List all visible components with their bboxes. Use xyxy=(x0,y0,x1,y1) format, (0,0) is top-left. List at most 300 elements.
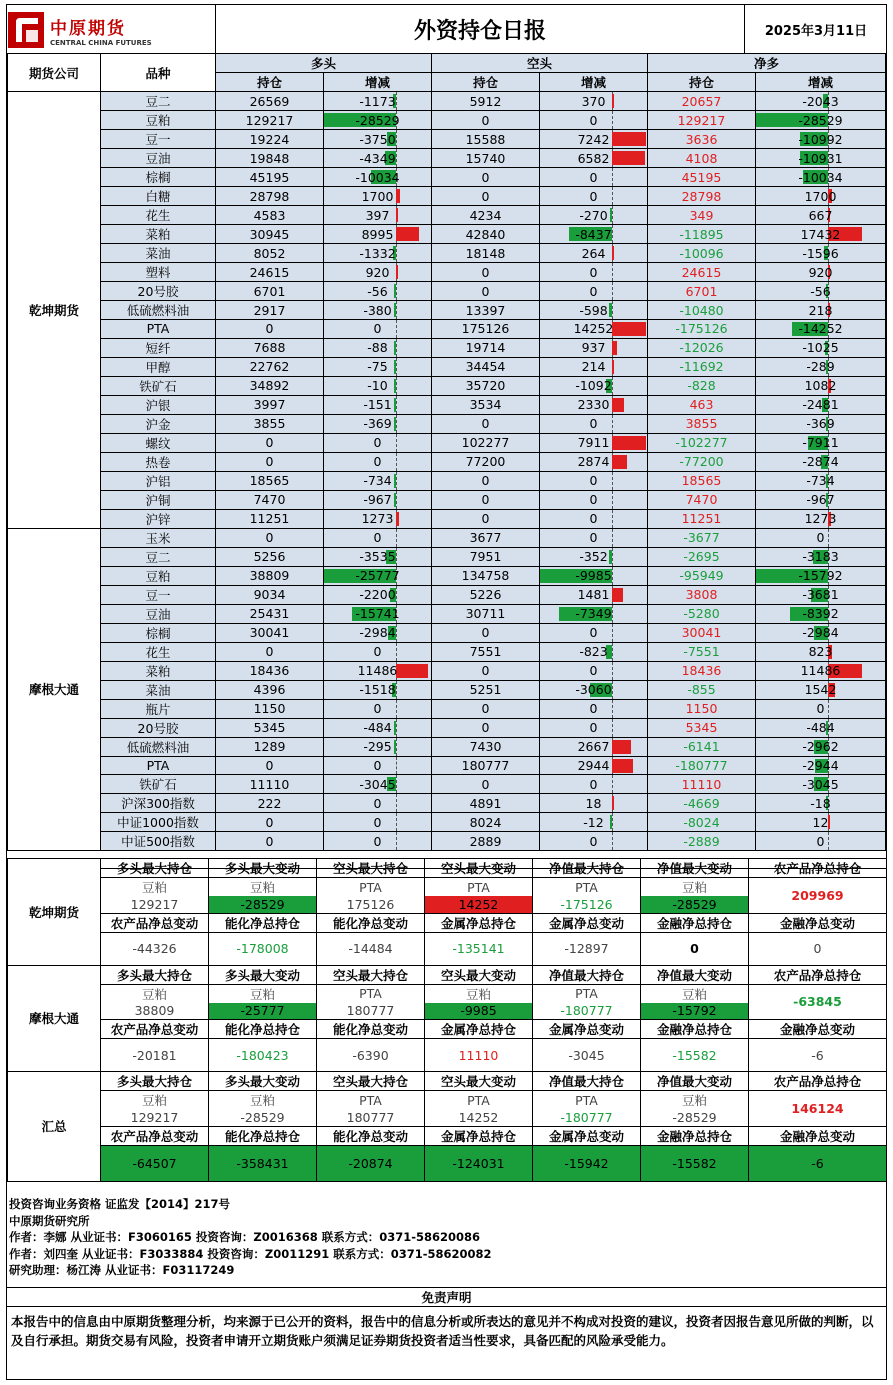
net-hold: -180777 xyxy=(648,756,756,775)
change-value: -4349 xyxy=(359,150,396,166)
change-value: 0 xyxy=(816,530,825,546)
change-value: -3535 xyxy=(359,549,396,565)
change-value: -8392 xyxy=(802,606,839,622)
change-value: 1273 xyxy=(361,511,394,527)
net-hold: -6141 xyxy=(648,737,756,756)
summary-total-value: -3045 xyxy=(533,1039,641,1072)
change-axis xyxy=(612,605,613,623)
short-change xyxy=(540,794,648,813)
change-axis xyxy=(612,813,613,831)
long-hold: 4396 xyxy=(216,680,324,699)
net-change xyxy=(756,661,886,680)
change-axis xyxy=(396,794,397,812)
long-change xyxy=(324,642,432,661)
short-change xyxy=(540,206,648,225)
change-value: -1092 xyxy=(575,378,612,394)
change-axis xyxy=(612,415,613,433)
change-bar xyxy=(612,436,646,450)
long-hold: 28798 xyxy=(216,187,324,206)
net-hold: -828 xyxy=(648,376,756,395)
summary-header: 空头最大变动 xyxy=(425,965,533,984)
short-hold: 0 xyxy=(432,187,540,206)
change-value: 0 xyxy=(373,644,382,660)
change-axis xyxy=(828,700,829,718)
summary-header: 金属净总持仓 xyxy=(425,913,533,932)
net-hold: 4108 xyxy=(648,149,756,168)
change-value: 18 xyxy=(585,795,602,811)
table-row xyxy=(8,244,886,263)
variety-name: PTA xyxy=(101,320,216,339)
short-hold: 7430 xyxy=(432,737,540,756)
summary-value: -28529 xyxy=(209,896,317,913)
short-hold: 30711 xyxy=(432,604,540,623)
header-net-change: 增减 xyxy=(756,73,886,92)
net-change xyxy=(756,168,886,187)
header-long-change: 增减 xyxy=(324,73,432,92)
net-change xyxy=(756,794,886,813)
summary-value: -28529 xyxy=(641,1109,749,1126)
change-value: -2481 xyxy=(802,397,839,413)
summary-header: 能化净总持仓 xyxy=(209,1126,317,1145)
long-hold: 34892 xyxy=(216,376,324,395)
net-hold: 6701 xyxy=(648,282,756,301)
change-bar xyxy=(612,246,614,260)
long-hold: 129217 xyxy=(216,111,324,130)
summary-header: 空头最大持仓 xyxy=(317,965,425,984)
net-change xyxy=(756,775,886,794)
change-value: -1025 xyxy=(802,340,839,356)
net-change xyxy=(756,832,886,851)
short-hold: 15588 xyxy=(432,130,540,149)
change-value: -3060 xyxy=(575,682,612,698)
long-change xyxy=(324,775,432,794)
summary-value: 129217 xyxy=(101,1109,209,1126)
variety-name: 20号胶 xyxy=(101,282,216,301)
net-change xyxy=(756,642,886,661)
change-value: 0 xyxy=(373,530,382,546)
net-hold: 24615 xyxy=(648,263,756,282)
short-hold: 3534 xyxy=(432,395,540,414)
net-change xyxy=(756,244,886,263)
report-title: 外资持仓日报 xyxy=(215,5,745,53)
summary-header: 农产品净总持仓 xyxy=(749,965,887,984)
change-axis xyxy=(396,681,397,699)
change-value: 11486 xyxy=(800,663,841,679)
net-hold: 1150 xyxy=(648,699,756,718)
change-value: -967 xyxy=(363,492,392,508)
change-value: 0 xyxy=(589,416,598,432)
short-change xyxy=(540,623,648,642)
header-long-hold: 持仓 xyxy=(216,73,324,92)
change-axis xyxy=(396,813,397,831)
header-short-hold: 持仓 xyxy=(432,73,540,92)
change-bar xyxy=(612,341,617,355)
net-change xyxy=(756,282,886,301)
change-bar xyxy=(612,455,627,469)
net-change xyxy=(756,756,886,775)
change-value: -734 xyxy=(806,473,835,489)
net-hold: 349 xyxy=(648,206,756,225)
table-row xyxy=(8,585,886,604)
short-change xyxy=(540,225,648,244)
summary-total-value: 0 xyxy=(749,932,887,965)
change-value: 0 xyxy=(373,701,382,717)
short-change xyxy=(540,301,648,320)
net-hold: 11110 xyxy=(648,775,756,794)
variety-name: PTA xyxy=(101,756,216,775)
short-hold: 4234 xyxy=(432,206,540,225)
short-hold: 19714 xyxy=(432,338,540,357)
change-value: 0 xyxy=(589,625,598,641)
change-value: 0 xyxy=(373,757,382,773)
long-hold: 30041 xyxy=(216,623,324,642)
summary-variety: 豆粕 xyxy=(101,878,209,897)
change-bar xyxy=(396,189,400,203)
short-change xyxy=(540,130,648,149)
long-change xyxy=(324,149,432,168)
table-row xyxy=(8,604,886,623)
change-value: 12 xyxy=(812,814,829,830)
change-axis xyxy=(396,339,397,357)
change-value: 17432 xyxy=(800,226,841,242)
change-value: 0 xyxy=(373,833,382,849)
long-hold: 0 xyxy=(216,433,324,452)
change-value: 1481 xyxy=(577,587,610,603)
change-axis xyxy=(396,472,397,490)
summary-header: 农产品净总变动 xyxy=(101,913,209,932)
net-change xyxy=(756,547,886,566)
change-value: 0 xyxy=(589,701,598,717)
variety-name: 豆二 xyxy=(101,92,216,111)
variety-name: 沪铜 xyxy=(101,490,216,509)
change-value: -2984 xyxy=(359,625,396,641)
variety-name: 花生 xyxy=(101,642,216,661)
long-change xyxy=(324,206,432,225)
net-change xyxy=(756,604,886,623)
summary-value: -28529 xyxy=(641,896,749,913)
net-hold: 18565 xyxy=(648,471,756,490)
summary-variety: PTA xyxy=(425,878,533,897)
summary-total-value: -12897 xyxy=(533,932,641,965)
short-change xyxy=(540,471,648,490)
long-hold: 0 xyxy=(216,320,324,339)
long-hold: 5345 xyxy=(216,718,324,737)
variety-name: 菜油 xyxy=(101,244,216,263)
variety-name: 热卷 xyxy=(101,452,216,471)
summary-value: -25777 xyxy=(209,1003,317,1020)
change-axis xyxy=(396,415,397,433)
change-axis xyxy=(396,548,397,566)
long-hold: 6701 xyxy=(216,282,324,301)
change-value: -10034 xyxy=(798,169,843,185)
change-value: -1173 xyxy=(359,93,396,109)
header-net: 净多 xyxy=(648,54,886,73)
summary-header: 金属净总变动 xyxy=(533,913,641,932)
change-axis xyxy=(612,187,613,205)
net-hold: -10480 xyxy=(648,301,756,320)
long-change xyxy=(324,168,432,187)
change-value: 214 xyxy=(581,359,606,375)
long-hold: 25431 xyxy=(216,604,324,623)
summary-variety: 豆粕 xyxy=(641,878,749,897)
change-value: 0 xyxy=(589,833,598,849)
short-hold: 0 xyxy=(432,623,540,642)
change-value: -823 xyxy=(579,644,608,660)
short-change xyxy=(540,338,648,357)
change-value: -2944 xyxy=(802,757,839,773)
summary-total-value: -124031 xyxy=(425,1145,533,1181)
net-change xyxy=(756,338,886,357)
change-axis xyxy=(612,206,613,224)
summary-variety: 豆粕 xyxy=(101,984,209,1003)
summary-total-value: -135141 xyxy=(425,932,533,965)
variety-name: 沪锌 xyxy=(101,509,216,528)
change-axis xyxy=(612,225,613,243)
long-hold: 0 xyxy=(216,813,324,832)
short-change xyxy=(540,547,648,566)
variety-name: 瓶片 xyxy=(101,699,216,718)
variety-name: 沪银 xyxy=(101,395,216,414)
summary-value: 180777 xyxy=(317,1003,425,1020)
variety-name: 沪铝 xyxy=(101,471,216,490)
summary-header: 金融净总变动 xyxy=(749,1020,887,1039)
table-row xyxy=(8,718,886,737)
net-change xyxy=(756,813,886,832)
net-hold: -11692 xyxy=(648,357,756,376)
summary-agri-hold: 146124 xyxy=(749,1091,887,1127)
change-value: -352 xyxy=(579,549,608,565)
table-row xyxy=(8,111,886,130)
summary-variety: PTA xyxy=(533,984,641,1003)
change-axis xyxy=(612,700,613,718)
summary-value: 14252 xyxy=(425,1109,533,1126)
variety-name: 豆粕 xyxy=(101,566,216,585)
long-hold: 222 xyxy=(216,794,324,813)
short-change xyxy=(540,282,648,301)
table-row xyxy=(8,813,886,832)
change-value: 0 xyxy=(589,492,598,508)
net-hold: -855 xyxy=(648,680,756,699)
change-value: -3183 xyxy=(802,549,839,565)
change-bar xyxy=(612,360,614,374)
change-value: 667 xyxy=(808,207,833,223)
change-value: -369 xyxy=(363,416,392,432)
short-change xyxy=(540,528,648,547)
table-row xyxy=(8,699,886,718)
long-hold: 1289 xyxy=(216,737,324,756)
change-axis xyxy=(396,453,397,471)
short-hold: 134758 xyxy=(432,566,540,585)
short-hold: 7551 xyxy=(432,642,540,661)
long-change xyxy=(324,395,432,414)
net-change xyxy=(756,680,886,699)
change-axis xyxy=(612,832,613,850)
long-hold: 18436 xyxy=(216,661,324,680)
net-hold: -12026 xyxy=(648,338,756,357)
summary-variety: PTA xyxy=(533,1091,641,1110)
change-value: -484 xyxy=(363,720,392,736)
table-row xyxy=(8,547,886,566)
change-axis xyxy=(612,510,613,528)
long-change xyxy=(324,320,432,339)
change-axis xyxy=(612,263,613,281)
change-value: -967 xyxy=(806,492,835,508)
summary-company: 汇总 xyxy=(8,1072,101,1182)
change-value: -88 xyxy=(367,340,388,356)
change-axis xyxy=(612,662,613,680)
summary-header: 空头最大持仓 xyxy=(317,859,425,878)
change-axis xyxy=(612,282,613,300)
short-hold: 35720 xyxy=(432,376,540,395)
long-change xyxy=(324,756,432,775)
short-change xyxy=(540,320,648,339)
net-hold: -175126 xyxy=(648,320,756,339)
variety-name: 豆一 xyxy=(101,585,216,604)
short-change xyxy=(540,642,648,661)
short-change xyxy=(540,452,648,471)
summary-total-value: 0 xyxy=(641,932,749,965)
change-value: -2200 xyxy=(359,587,396,603)
logo-mark-icon xyxy=(8,12,44,48)
variety-name: 菜油 xyxy=(101,680,216,699)
summary-variety: 豆粕 xyxy=(209,878,317,897)
change-axis xyxy=(396,396,397,414)
change-value: 264 xyxy=(581,245,606,261)
short-change xyxy=(540,187,648,206)
change-value: -8437 xyxy=(575,226,612,242)
table-row xyxy=(8,130,886,149)
net-hold: -8024 xyxy=(648,813,756,832)
variety-name: 塑料 xyxy=(101,263,216,282)
company-logo xyxy=(8,8,208,52)
change-axis xyxy=(396,282,397,300)
change-value: 0 xyxy=(589,473,598,489)
change-bar xyxy=(396,227,419,241)
change-value: 0 xyxy=(589,264,598,280)
variety-name: 低硫燃料油 xyxy=(101,301,216,320)
change-axis xyxy=(612,643,613,661)
short-change xyxy=(540,168,648,187)
change-value: 920 xyxy=(808,264,833,280)
long-change xyxy=(324,282,432,301)
summary-header: 能化净总变动 xyxy=(317,1126,425,1145)
long-hold: 2917 xyxy=(216,301,324,320)
summary-value: 175126 xyxy=(317,896,425,913)
table-row xyxy=(8,642,886,661)
net-hold: 129217 xyxy=(648,111,756,130)
long-hold: 3855 xyxy=(216,414,324,433)
summary-total-value: -15582 xyxy=(641,1145,749,1181)
long-change xyxy=(324,452,432,471)
net-hold: 463 xyxy=(648,395,756,414)
summary-header: 多头最大持仓 xyxy=(101,859,209,878)
long-hold: 3997 xyxy=(216,395,324,414)
short-change xyxy=(540,680,648,699)
change-value: -56 xyxy=(367,283,388,299)
header-company: 期货公司 xyxy=(8,54,101,92)
long-hold: 8052 xyxy=(216,244,324,263)
long-change xyxy=(324,92,432,111)
change-value: 397 xyxy=(365,207,390,223)
change-bar xyxy=(609,550,612,564)
variety-name: 豆一 xyxy=(101,130,216,149)
short-hold: 0 xyxy=(432,263,540,282)
change-value: -10992 xyxy=(798,131,843,147)
short-hold: 0 xyxy=(432,509,540,528)
change-axis xyxy=(612,775,613,793)
summary-total-value: -20181 xyxy=(101,1039,209,1072)
short-hold: 0 xyxy=(432,661,540,680)
long-change xyxy=(324,585,432,604)
summary-header: 多头最大持仓 xyxy=(101,965,209,984)
change-axis xyxy=(612,472,613,490)
net-change xyxy=(756,623,886,642)
change-value: -56 xyxy=(810,283,831,299)
long-change xyxy=(324,547,432,566)
table-row xyxy=(8,490,886,509)
change-value: -25777 xyxy=(355,568,400,584)
long-change xyxy=(324,471,432,490)
report-date: 2025年3月11日 xyxy=(764,23,868,39)
long-hold: 19224 xyxy=(216,130,324,149)
change-value: 1273 xyxy=(804,511,837,527)
long-change xyxy=(324,414,432,433)
summary-header: 净值最大变动 xyxy=(641,1072,749,1091)
summary-variety: PTA xyxy=(533,878,641,897)
table-row xyxy=(8,661,886,680)
change-value: 14252 xyxy=(573,321,614,337)
change-bar xyxy=(612,796,614,810)
net-change xyxy=(756,490,886,509)
change-value: 218 xyxy=(808,302,833,318)
net-change xyxy=(756,718,886,737)
short-hold: 5251 xyxy=(432,680,540,699)
summary-header: 空头最大持仓 xyxy=(317,1072,425,1091)
net-hold: -5280 xyxy=(648,604,756,623)
net-hold: -10096 xyxy=(648,244,756,263)
short-change xyxy=(540,395,648,414)
change-value: -10034 xyxy=(355,169,400,185)
change-bar xyxy=(394,379,396,393)
variety-name: 铁矿石 xyxy=(101,376,216,395)
table-row xyxy=(8,832,886,851)
variety-name: 花生 xyxy=(101,206,216,225)
net-change xyxy=(756,566,886,585)
variety-name: 豆二 xyxy=(101,547,216,566)
long-hold: 45195 xyxy=(216,168,324,187)
short-change xyxy=(540,585,648,604)
change-value: -289 xyxy=(806,359,835,375)
short-hold: 8024 xyxy=(432,813,540,832)
summary-header: 金融净总持仓 xyxy=(641,1126,749,1145)
summary-company: 乾坤期货 xyxy=(8,859,101,966)
summary-header: 能化净总变动 xyxy=(317,913,425,932)
variety-name: 棕榈 xyxy=(101,168,216,187)
table-row xyxy=(8,775,886,794)
change-value: 0 xyxy=(589,112,598,128)
change-axis xyxy=(396,434,397,452)
short-hold: 0 xyxy=(432,718,540,737)
net-hold: 3808 xyxy=(648,585,756,604)
summary-header: 净值最大持仓 xyxy=(533,859,641,878)
net-hold: -95949 xyxy=(648,566,756,585)
short-change xyxy=(540,149,648,168)
change-axis xyxy=(396,738,397,756)
short-change xyxy=(540,737,648,756)
change-bar xyxy=(609,303,612,317)
short-hold: 0 xyxy=(432,699,540,718)
change-value: 920 xyxy=(365,264,390,280)
